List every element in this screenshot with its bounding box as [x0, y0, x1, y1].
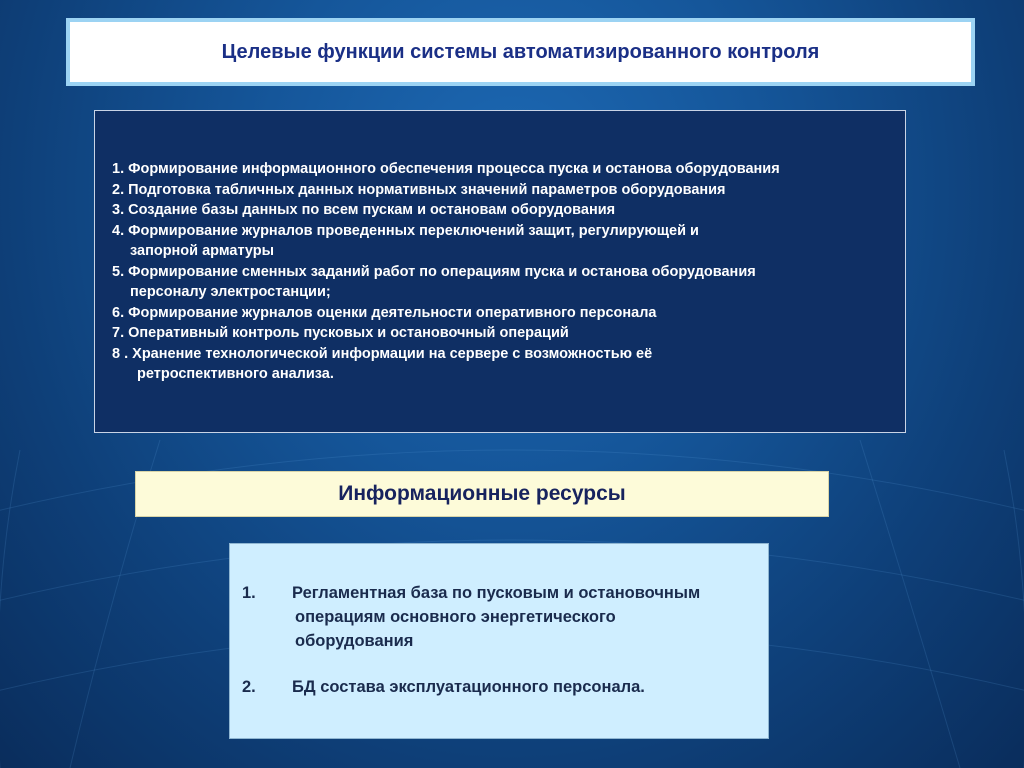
function-line: 5. Формирование сменных заданий работ по операциям пуска и останова оборудования [112, 263, 756, 280]
function-line-continuation: ретроспективного анализа. [137, 366, 334, 382]
function-line: 3. Создание базы данных по всем пускам и остановам оборудования [112, 202, 616, 218]
resource-item-1-continuation [230, 608, 768, 632]
function-item-5 [112, 262, 891, 303]
slide-title: Целевые функции системы автоматизированного контроля [221, 40, 820, 63]
function-line: 1. Формирование информационного обеспечения процесса пуска и останова оборудования [112, 161, 780, 177]
resource-item-2 [230, 678, 768, 702]
function-item-8 [112, 344, 891, 385]
function-line: 4. Формирование журналов проведенных переключений защит, регулирующей и [112, 222, 699, 239]
function-line: 2. Подготовка табличных данных нормативных значений параметров оборудования [112, 181, 726, 198]
resource-line: БД состава эксплуатационного персонала. [292, 678, 645, 696]
function-item-2 [112, 180, 891, 201]
resource-line-continuation: операциям основного энергетического [295, 608, 616, 626]
function-item-4 [112, 221, 891, 262]
slide-title-box [66, 18, 975, 86]
resource-item-1-continuation [230, 632, 768, 656]
function-item-3 [112, 200, 891, 221]
function-line: 7. Оперативный контроль пусковых и остановочный операций [112, 325, 569, 341]
resource-line: Регламентная база по пусковым и остановочным [292, 584, 701, 602]
function-line: 6. Формирование журналов оценки деятельности оперативного персонала [112, 304, 657, 321]
function-item-6 [112, 303, 891, 324]
function-item-7 [112, 323, 891, 344]
function-line: 8 . Хранение технологической информации на сервере с возможностью её [112, 345, 653, 362]
resources-list-box [229, 543, 769, 739]
resource-number: 1. [242, 584, 256, 602]
function-item-1 [112, 159, 891, 180]
resources-header [135, 471, 829, 517]
resource-line-continuation: оборудования [295, 632, 414, 650]
target-functions-box [94, 110, 906, 433]
resources-title: Информационные ресурсы [338, 482, 626, 505]
resource-number: 2. [242, 678, 256, 696]
resource-item-1 [230, 584, 768, 608]
function-line-continuation: запорной арматуры [130, 243, 275, 259]
function-line-continuation: персоналу электростанции; [130, 284, 331, 300]
resource-spacer [230, 656, 768, 678]
